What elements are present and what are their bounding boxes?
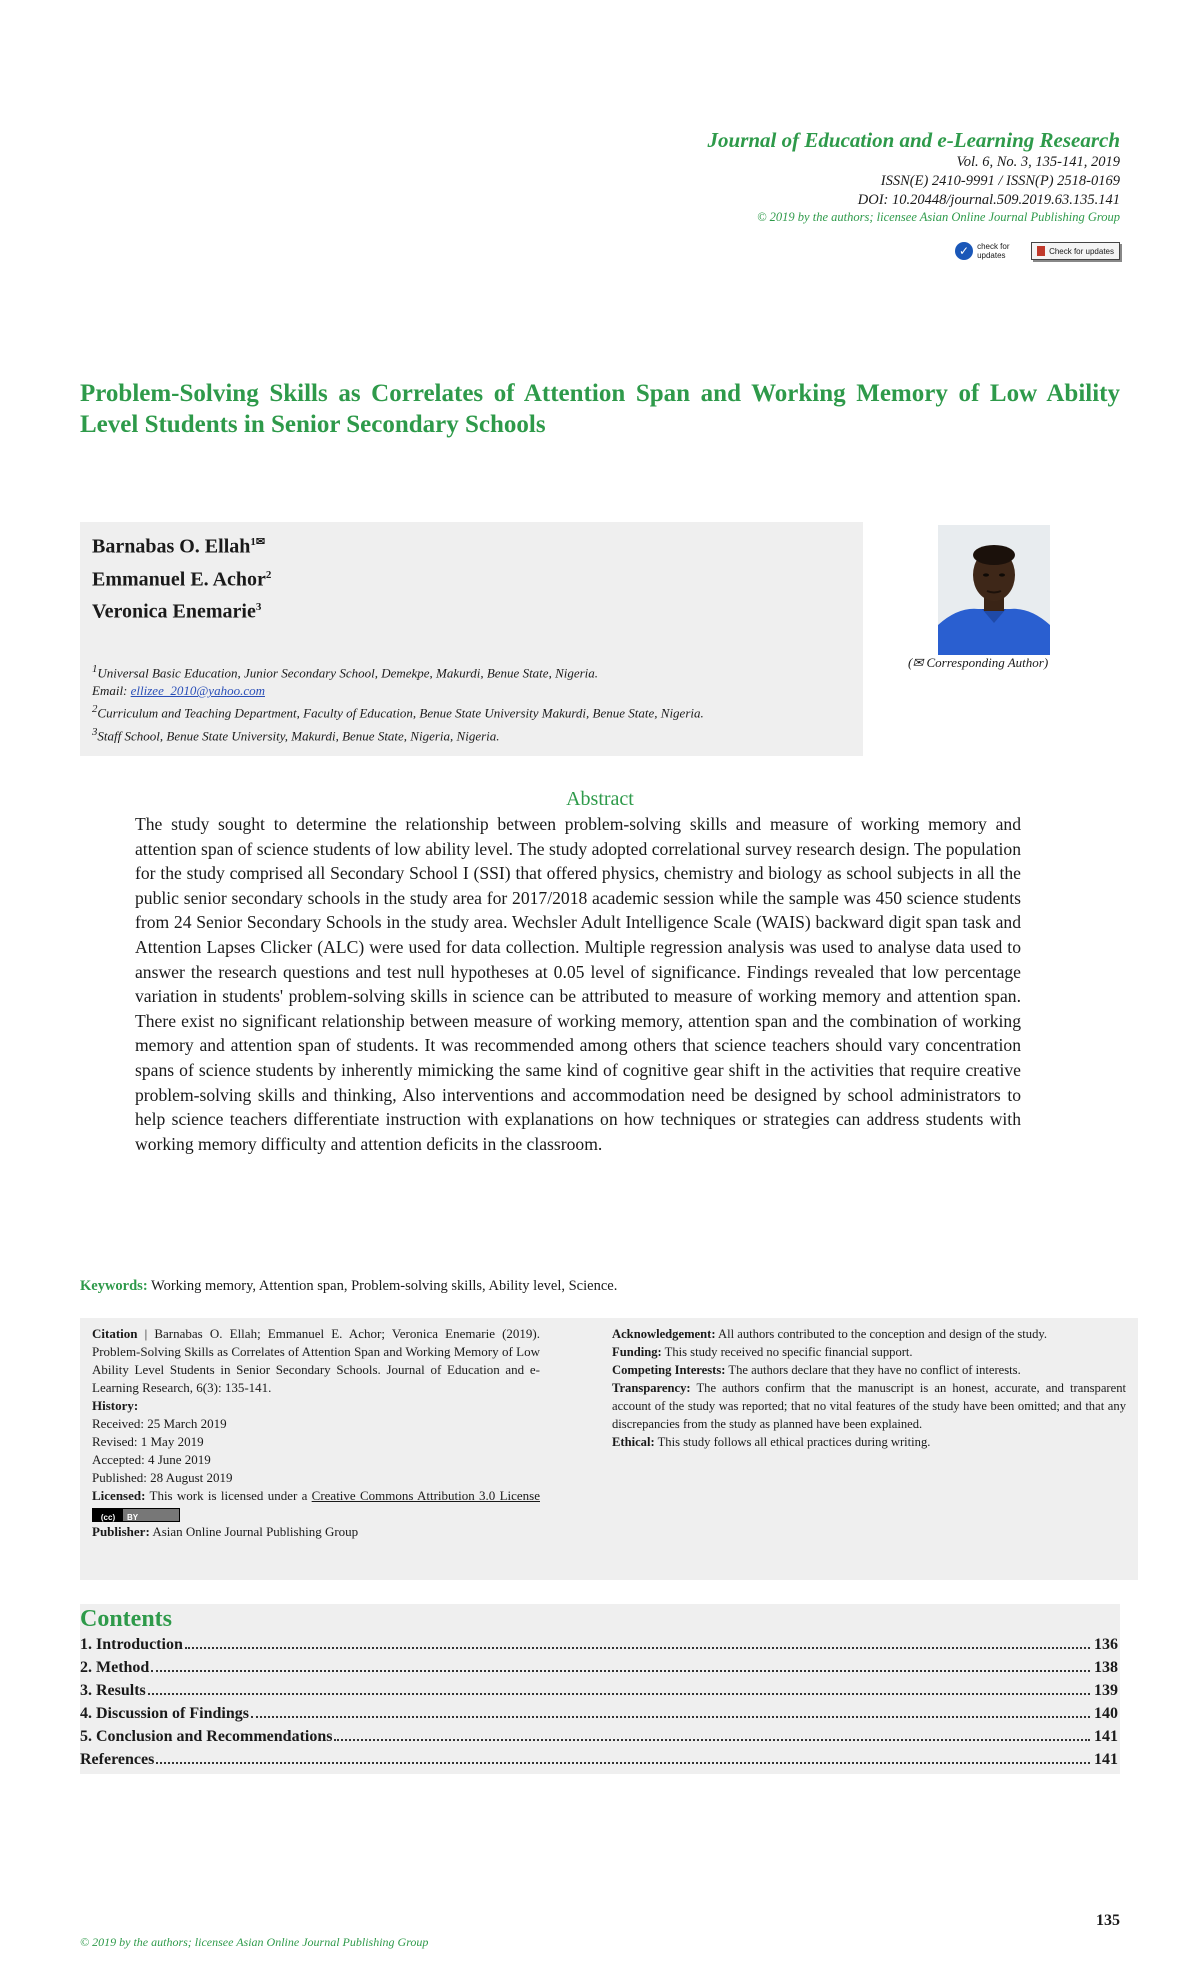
toc-item[interactable]: 4. Discussion of Findings 140: [80, 1705, 1118, 1722]
page-footer: © 2019 by the authors; licensee Asian Online Journal Publishing Group: [80, 1935, 429, 1949]
check-icon: ✓: [955, 242, 973, 260]
toc-item[interactable]: 3. Results 139: [80, 1682, 1118, 1699]
published-date: Published: 28 August 2019: [92, 1470, 233, 1485]
keywords-label: Keywords:: [80, 1278, 148, 1294]
email-line: Email: ellizee_2010@yahoo.com: [92, 683, 265, 699]
check-for-updates-label: check for updates: [977, 242, 1010, 260]
journal-doi[interactable]: DOI: 10.20448/journal.509.2019.63.135.141: [857, 192, 1120, 208]
keywords-text: Working memory, Attention span, Problem-solving skills, Ability level, Science.: [151, 1278, 618, 1294]
journal-volume: Vol. 6, No. 3, 135-141, 2019: [956, 154, 1120, 170]
citation-history-column: [92, 1325, 540, 1541]
toc-item[interactable]: References 141: [80, 1751, 1118, 1768]
bookmark-icon: [1037, 246, 1045, 256]
declarations-column: [612, 1325, 1126, 1451]
affiliation-2: $^2$Curriculum and Teaching Department, Faculty of Education, Benue State University Makurdi, Benue State, Nigeria.: [92, 703, 704, 721]
corresponding-author-note: (✉ Corresponding Author): [908, 655, 1049, 670]
check-for-updates-badges: [955, 242, 1120, 260]
history-label: History:: [92, 1398, 139, 1413]
journal-issn: ISSN(E) 2410-9991 / ISSN(P) 2518-0169: [880, 173, 1120, 189]
author-photo: [938, 525, 1050, 655]
ethical: Ethical: This study follows all ethical practices during writing.: [612, 1435, 931, 1449]
publisher: Publisher: Asian Online Journal Publishing Group: [92, 1524, 359, 1539]
affiliations: [92, 660, 862, 745]
keywords: [80, 1278, 617, 1295]
license-link[interactable]: Creative Commons Attribution 3.0 License: [311, 1488, 540, 1503]
toc-item[interactable]: 5. Conclusion and Recommendations 141: [80, 1728, 1118, 1745]
toc-item[interactable]: 1. Introduction 136: [80, 1636, 1118, 1653]
journal-license: © 2019 by the authors; licensee Asian Online Journal Publishing Group: [757, 210, 1120, 224]
cc-by-badge[interactable]: (cc) BY: [92, 1508, 180, 1522]
citation: Citation | Barnabas O. Ellah; Emmanuel E. Achor; Veronica Enemarie (2019). Problem-Solving Skills as Correlates of Attention Span and Working Memory of Low Ability Level Students in Senior Secondary Schools. Journal of Education and e-Learning Research, 6(3): 135-141.: [92, 1326, 541, 1395]
abstract-text: The study sought to determine the relationship between problem-solving skills and measure of working memory and attention span of science students of low ability level. The study adopted correlational survey research design. The population for the study comprised all Secondary School I (SSI) that offered physics, chemistry and biology as school subjects in all the public senior secondary schools in the study area for 2017/2018 academic session while the sample was 450 science students from 24 Senior Secondary Schools in the study area. Wechsler Adult Intelligence Scale (WAIS) backward digit span task and Attention Lapses Clicker (ALC) were used for data collection. Multiple regression analysis was used to analyse data used to answer the research questions and test null hypotheses at 0.05 level of significance. Findings revealed that low percentage variation in students' problem-solving skills in science can be attributed to measure of working memory and attention span. There exist no significant relationship between measure of working memory, attention span and the combination of working memory and attention span of students. It was recommended among others that science teachers should vary concentration spans of science students by inherently mimicking the same kind of cognitive gear shift in the activities that require creative problem-solving skills and thinking, Also interventions and accommodation need be designed by school administrators to help science teachers differentiate instruction with explanations on how techniques or strategies can address students with working memory difficulty and attention deficits in the classroom.: [135, 814, 1021, 1154]
affiliation-3: $^3$Staff School, Benue State University, Makurdi, Benue State, Nigeria, Nigeria.: [92, 725, 500, 743]
toc-item[interactable]: 2. Method 138: [80, 1659, 1118, 1676]
journal-header: [708, 128, 1120, 225]
affiliation-1: $^1$Universal Basic Education, Junior Secondary School, Demekpe, Makurdi, Benue State, Nigeria.: [92, 663, 599, 681]
page-number: 135: [1096, 1912, 1120, 1929]
revised-date: Revised: 1 May 2019: [92, 1434, 204, 1449]
acknowledgement: Acknowledgement: All authors contributed to the conception and design of the study.: [612, 1327, 1048, 1341]
author: Veronica Enemarie$^3$: [92, 600, 262, 623]
author: Emmanuel E. Achor$^2$: [92, 568, 272, 591]
journal-name: Journal of Education and e-Learning Research: [707, 128, 1120, 152]
author-list: [92, 528, 271, 626]
license-line: Licensed: This work is licensed under a Creative Commons Attribution 3.0 License (cc) BY: [92, 1488, 540, 1523]
table-of-contents: [80, 1604, 1120, 1774]
abstract-heading: Abstract: [566, 788, 634, 810]
check-for-updates-button-2[interactable]: [1031, 242, 1120, 260]
received-date: Received: 25 March 2019: [92, 1416, 227, 1431]
funding: Funding: This study received no specific financial support.: [612, 1345, 913, 1359]
author: Barnabas O. Ellah$^{1✉}$: [92, 535, 266, 558]
email-link[interactable]: ellizee_2010@yahoo.com: [130, 683, 265, 699]
transparency: Transparency: The authors confirm that the manuscript is an honest, accurate, and transparent account of the study was reported; that no vital features of the study have been omitted; and that any discrepancies from the study as planned have been explained.: [612, 1381, 1126, 1431]
competing-interests: Competing Interests: The authors declare that they have no conflict of interests.: [612, 1363, 1021, 1377]
check-for-updates-button[interactable]: [955, 242, 1021, 260]
check-for-updates-label-2: Check for updates: [1049, 246, 1114, 256]
accepted-date: Accepted: 4 June 2019: [92, 1452, 211, 1467]
contents-title: Contents: [80, 1606, 173, 1632]
paper-title: Problem-Solving Skills as Correlates of Attention Span and Working Memory of Low Ability Level Students in Senior Secondary Schools: [80, 380, 1120, 438]
